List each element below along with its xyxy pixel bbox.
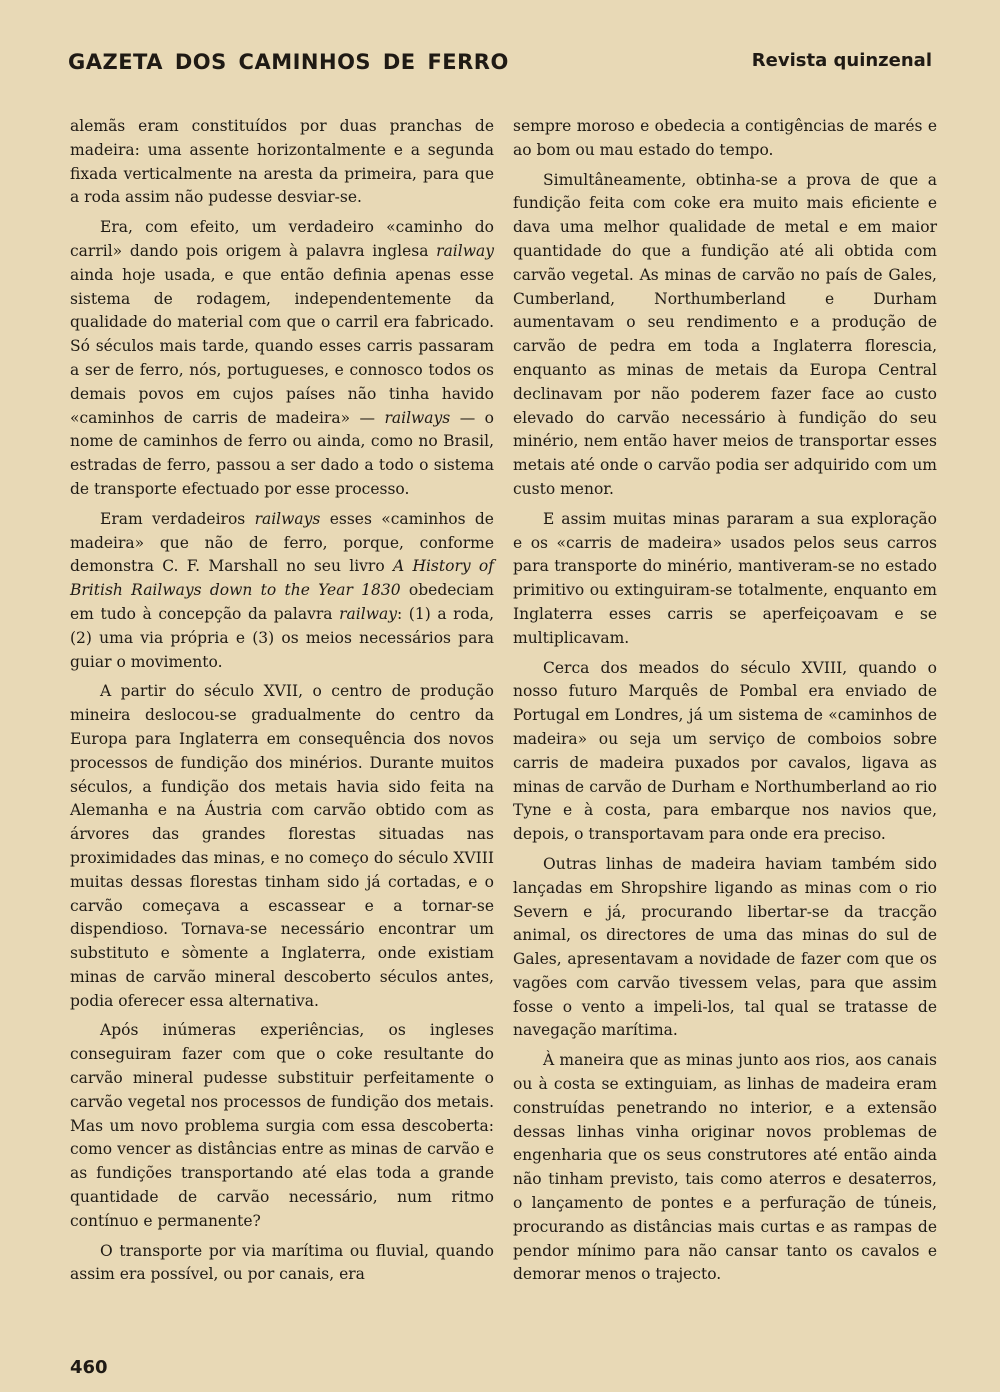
italic-term: railways bbox=[384, 408, 451, 427]
paragraph: Simultâneamente, obtinha-se a prova de que a fundição feita com coke era muito mais eficiente e dava uma melhor qualidade de metal e em maior quantidade do que a fundição até ali obtida com carvão vegetal. As minas de carvão no país de Gales, Cumberland, Northumberland e Durham aumentavam o seu rendimento e a produção de carvão de pedra em toda a Inglaterra florescia, enquanto as minas de metais da Europa Central declinavam por não poderem fazer face ao custo elevado do carvão necessário à fundição do seu minério, nem então haver meios de transportar esses metais até onde o carvão podia ser adquirido com um custo menor. bbox=[513, 170, 937, 498]
paragraph bbox=[70, 508, 494, 675]
text-span: — o nome de caminhos de ferro ou ainda, como no Brasil, estradas de ferro, passou a ser dado a todo o sistema de transporte efectuado por esse processo. bbox=[70, 408, 494, 498]
page-number: 460 bbox=[70, 1357, 108, 1378]
text-span: Eram verdadeiros bbox=[100, 509, 246, 528]
page-header bbox=[68, 50, 932, 80]
italic-term: railway bbox=[436, 241, 494, 260]
paragraph: Outras linhas de madeira haviam também sido lançadas em Shropshire ligando as minas com o rio Severn e já, procurando libertar-se da tracção animal, os directores de uma das minas do sul de Gales, apresentavam a novidade de fazer com que os vagões com carvão tivessem velas, para que assim fosse o vento a impeli-los, tal qual se tratasse de navegação marítima. bbox=[513, 854, 937, 1040]
left-column bbox=[70, 115, 494, 1293]
text-span: ainda hoje usada, e que então definia apenas esse sistema de rodagem, independentemente da qualidade do material com que o carril era fabricado. Só séculos mais tarde, quando esses carris passaram a ser de ferro, nós, portugueses, e connosco todos os demais povos em cujos países não tinha havido «caminhos de carris de madeira» — bbox=[70, 265, 494, 427]
italic-term: railways bbox=[254, 509, 321, 528]
paragraph: O transporte por via marítima ou fluvial, quando assim era possível, ou por canais, era bbox=[70, 1241, 494, 1284]
paragraph: Após inúmeras experiências, os ingleses conseguiram fazer com que o coke resultante do carvão mineral pudesse substituir perfeitamente o carvão vegetal nos processos de fundição dos metais. Mas um novo problema surgia com essa descoberta: como vencer as distâncias entre as minas de carvão e as fundições transportando até elas toda a grande quantidade de carvão necessário, num ritmo contínuo e permanente? bbox=[70, 1021, 494, 1230]
paragraph: A partir do século XVII, o centro de produção mineira deslocou-se gradualmente do centro da Europa para Inglaterra em consequência dos novos processos de fundição dos minérios. Durante muitos séculos, a fundição dos metais havia sido feita na Alemanha e na Áustria com carvão obtido com as árvores das grandes florestas situadas nas proximidades das minas, e no começo do século XVIII muitas dessas florestas tinham sido já cortadas, e o carvão começava a escassear e a tornar-se dispendioso. Tornava-se necessário encontrar um substituto e sòmente a Inglaterra, onde existiam minas de carvão mineral descoberto séculos antes, podia oferecer essa alternativa. bbox=[70, 682, 494, 1010]
paragraph: Cerca dos meados do século XVIII, quando o nosso futuro Marquês de Pombal era enviado de Portugal em Londres, já um sistema de «caminhos de madeira» ou seja um serviço de comboios sobre carris de madeira puxados por cavalos, ligava as minas de carvão de Durham e Northumberland ao rio Tyne e à costa, para embarque nos navios que, depois, o transportavam para onde era preciso. bbox=[513, 658, 937, 844]
paragraph: sempre moroso e obedecia a contigências de marés e ao bom ou mau estado do tempo. bbox=[513, 117, 937, 159]
italic-term: railway bbox=[339, 604, 397, 623]
magazine-subtitle: Revista quinzenal bbox=[751, 50, 932, 71]
text-span: : (1) a roda, (2) uma via própria e (3) os meios necessários para guiar o movimento. bbox=[70, 604, 495, 671]
book-title: A History of British Railways down to the Year 1830 bbox=[70, 557, 494, 600]
paragraph: À maneira que as minas junto aos rios, aos canais ou à costa se extinguiam, as linhas de madeira eram construídas penetrando no interior, e a extensão dessas linhas vinha originar novos problemas de engenharia que os seus construtores até então ainda não tinham previsto, tais como aterros e desaterros, o lançamento de pontes e a perfuração de túneis, procurando as distâncias mais curtas e as rampas de pendor mínimo para não cansar tanto os cavalos e demorar menos o trajecto. bbox=[513, 1051, 937, 1284]
paragraph bbox=[70, 216, 494, 502]
right-column bbox=[513, 115, 937, 1293]
magazine-title: GAZETA DOS CAMINHOS DE FERRO bbox=[68, 50, 509, 74]
paragraph: E assim muitas minas pararam a sua exploração e os «carris de madeira» usados pelos seus carros para transporte do minério, mantiveram-se no estado primitivo ou extinguiram-se totalmente, enquanto em Inglaterra esses carris se aperfeiçoavam e se multiplicavam. bbox=[513, 509, 937, 647]
paragraph: alemãs eram constituídos por duas pranchas de madeira: uma assente horizontalmente e a segunda fixada verticalmente na aresta da primeira, para que a roda assim não pudesse desviar-se. bbox=[70, 117, 494, 207]
text-span: Era, com efeito, um verdadeiro «caminho do carril» dando pois origem à palavra inglesa bbox=[70, 218, 494, 260]
text-span: esses «caminhos de madeira» que não de ferro, porque, conforme demonstra C. F. Marshall no seu livro bbox=[70, 509, 494, 576]
text-span: obedeciam em tudo à concepção da palavra bbox=[70, 581, 494, 623]
